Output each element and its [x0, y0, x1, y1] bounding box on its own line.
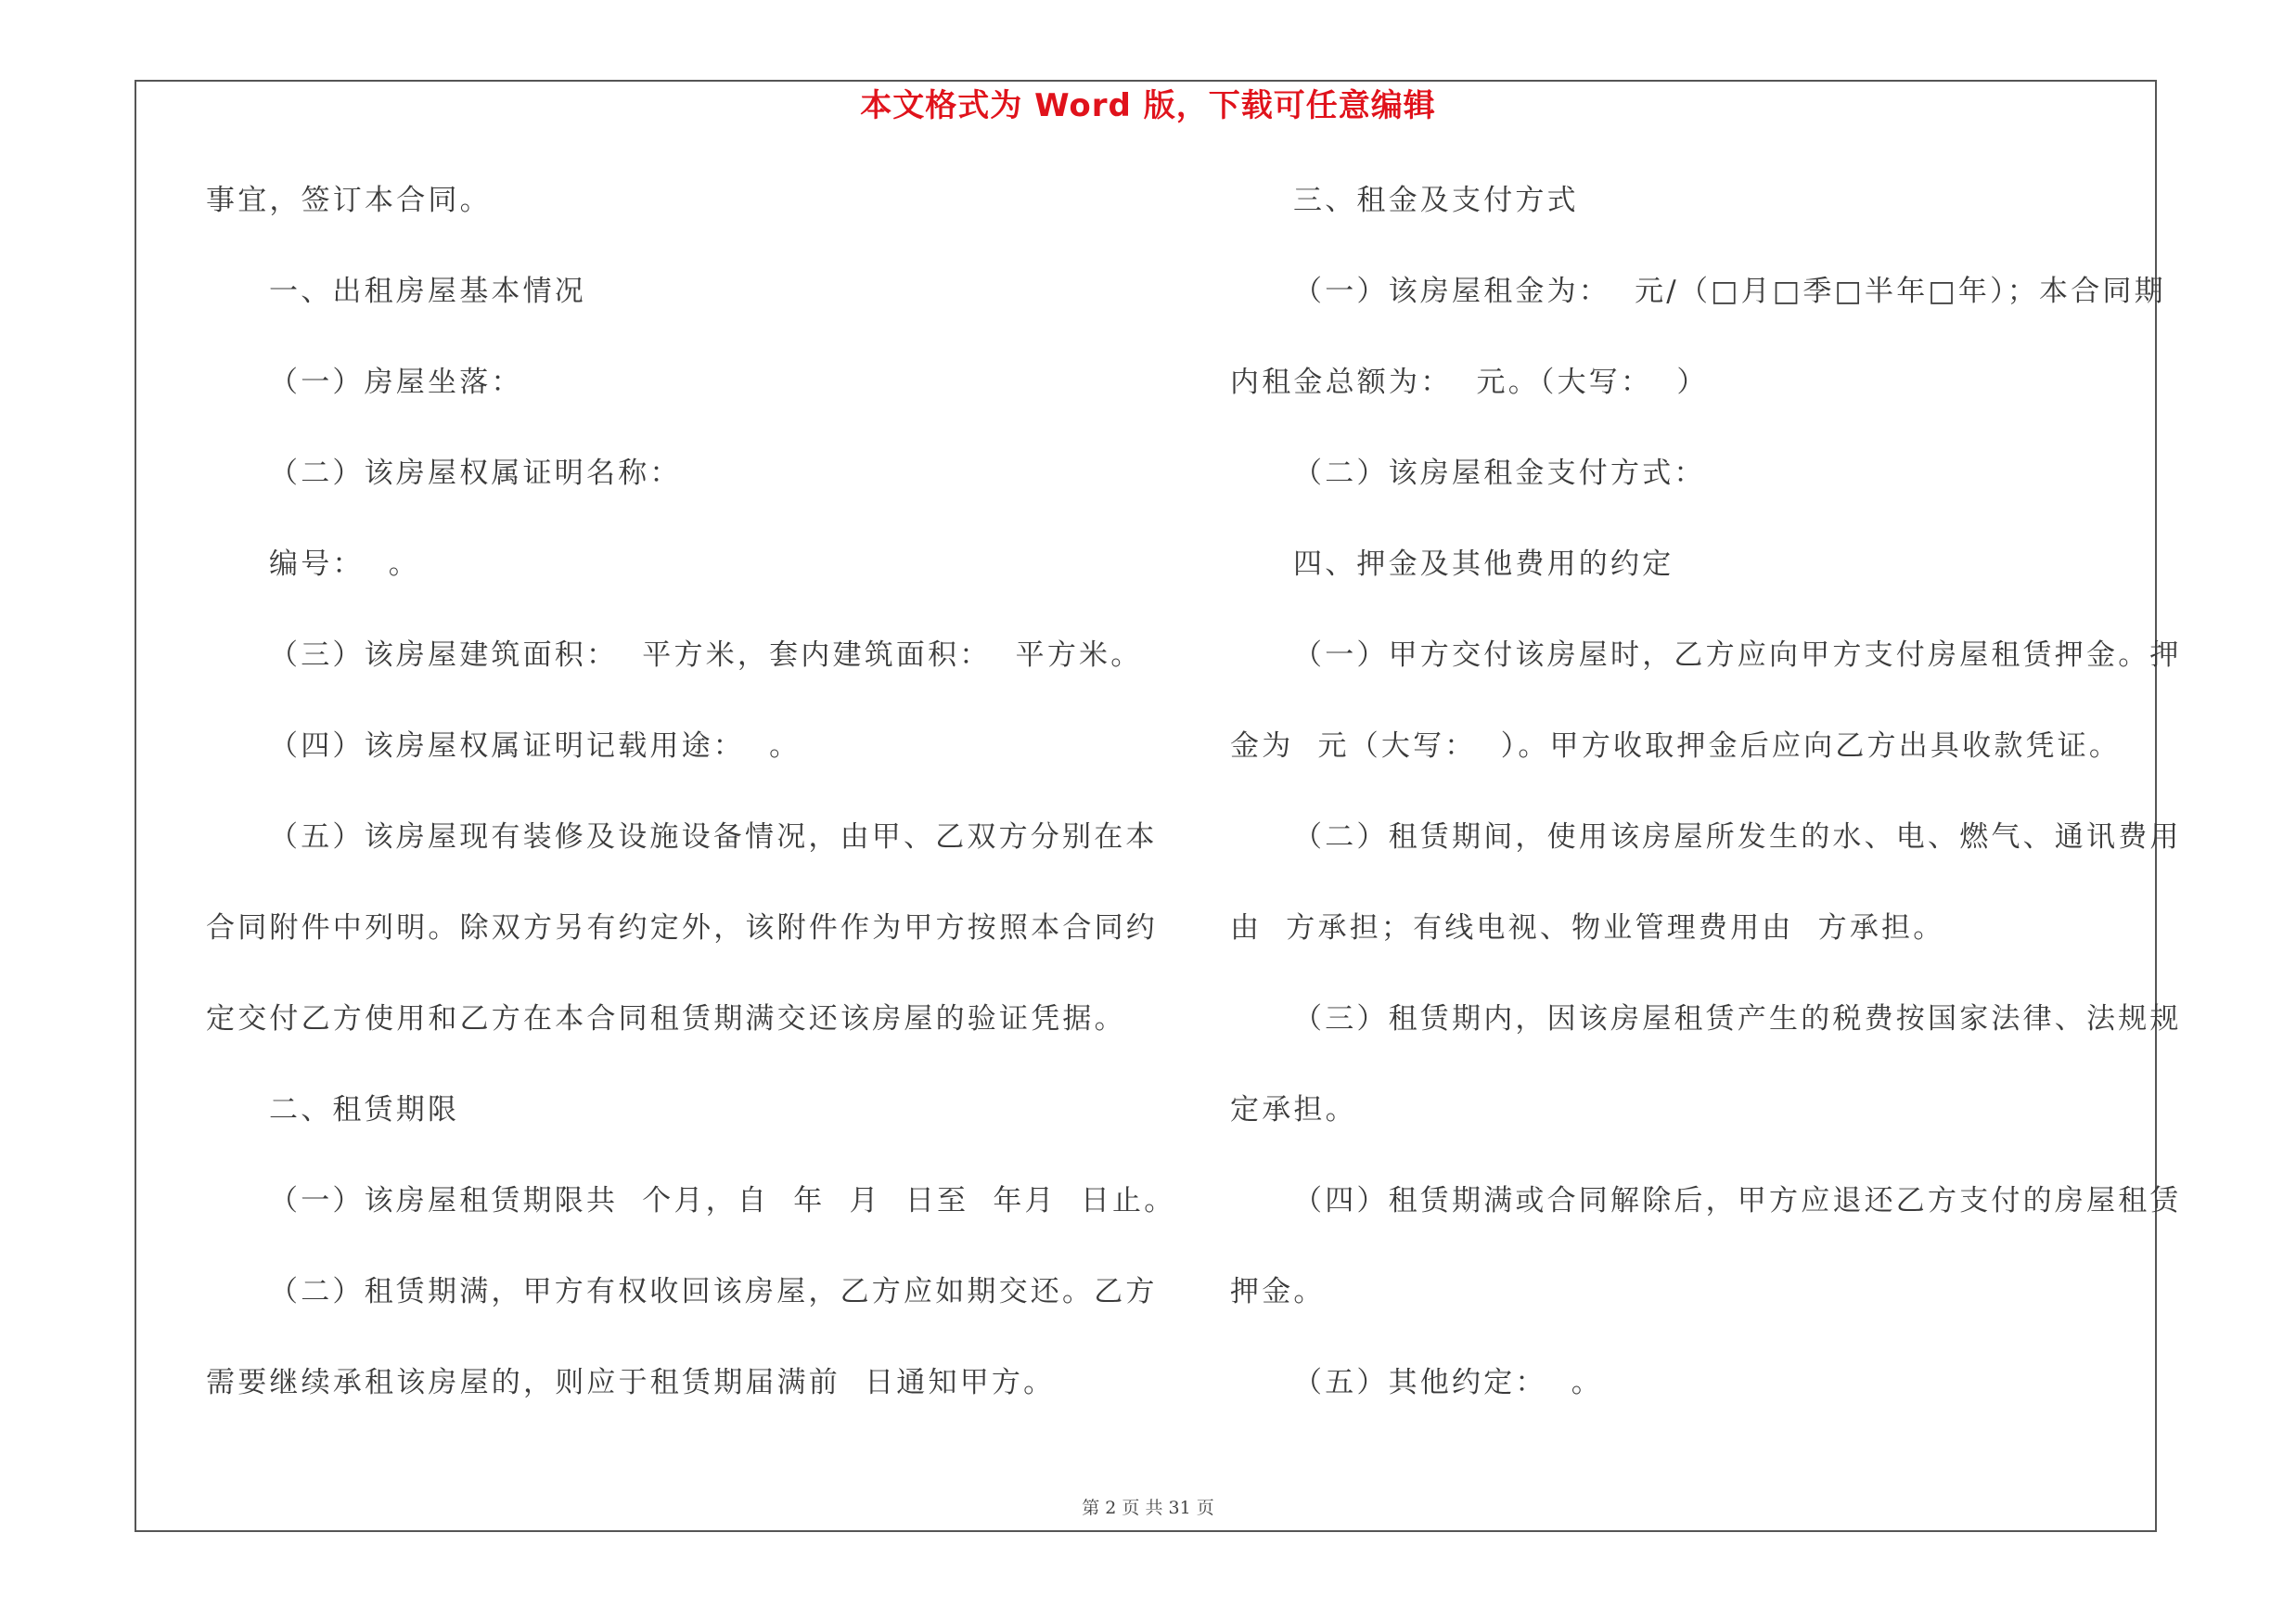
left-line-4: （二）该房屋权属证明名称： — [269, 457, 682, 490]
right-line-4: （二）该房屋租金支付方式： — [1293, 457, 1706, 490]
right-line-10: （三）租赁期内，因该房屋租赁产生的税费按国家法律、法规规 — [1293, 1002, 2182, 1036]
right-line-8: （二）租赁期间，使用该房屋所发生的水、电、燃气、通讯费用 — [1293, 820, 2182, 854]
left-line-8: （五）该房屋现有装修及设施设备情况，由甲、乙双方分别在本 — [269, 820, 1158, 854]
section-heading-2: 二、租赁期限 — [269, 1093, 460, 1127]
section-heading-3: 三、租金及支付方式 — [1293, 184, 1579, 217]
left-line-12: （一）该房屋租赁期限共 个月，自 年 月 日至 年月 日止。 — [269, 1184, 1176, 1217]
left-line-1: 事宜，签订本合同。 — [206, 184, 492, 217]
right-line-14: （五）其他约定： 。 — [1293, 1366, 1603, 1399]
left-line-5: 编号： 。 — [269, 547, 420, 581]
left-line-7: （四）该房屋权属证明记载用途： 。 — [269, 729, 802, 763]
right-line-7: 金为 元（大写： ）。甲方收取押金后应向乙方出具收款凭证。 — [1230, 729, 2122, 763]
right-line-9: 由 方承担；有线电视、物业管理费用由 方承担。 — [1230, 911, 1945, 945]
left-line-6: （三）该房屋建筑面积： 平方米，套内建筑面积： 平方米。 — [269, 638, 1143, 672]
left-line-14: 需要继续承租该房屋的，则应于租赁期届满前 日通知甲方。 — [206, 1366, 1056, 1399]
section-heading-1: 一、出租房屋基本情况 — [269, 275, 586, 308]
left-line-3: （一）房屋坐落： — [269, 366, 523, 399]
right-line-12: （四）租赁期满或合同解除后，甲方应退还乙方支付的房屋租赁 — [1293, 1184, 2182, 1217]
section-heading-4: 四、押金及其他费用的约定 — [1293, 547, 1674, 581]
right-line-3: 内租金总额为： 元。（大写： ） — [1230, 366, 1709, 399]
left-line-13: （二）租赁期满，甲方有权收回该房屋，乙方应如期交还。乙方 — [269, 1275, 1158, 1308]
left-line-10: 定交付乙方使用和乙方在本合同租赁期满交还该房屋的验证凭据。 — [206, 1002, 1126, 1036]
right-line-6: （一）甲方交付该房屋时，乙方应向甲方支付房屋租赁押金。押 — [1293, 638, 2182, 672]
right-line-2: （一）该房屋租金为： 元/（□月□季□半年□年）；本合同期 — [1293, 275, 2166, 308]
format-banner: 本文格式为 Word 版，下载可任意编辑 — [860, 87, 1436, 124]
page-number-footer: 第 2 页 共 31 页 — [1082, 1498, 1214, 1518]
right-line-13: 押金。 — [1230, 1275, 1326, 1308]
right-line-11: 定承担。 — [1230, 1093, 1357, 1127]
left-line-9: 合同附件中列明。除双方另有约定外，该附件作为甲方按照本合同约 — [206, 911, 1158, 945]
